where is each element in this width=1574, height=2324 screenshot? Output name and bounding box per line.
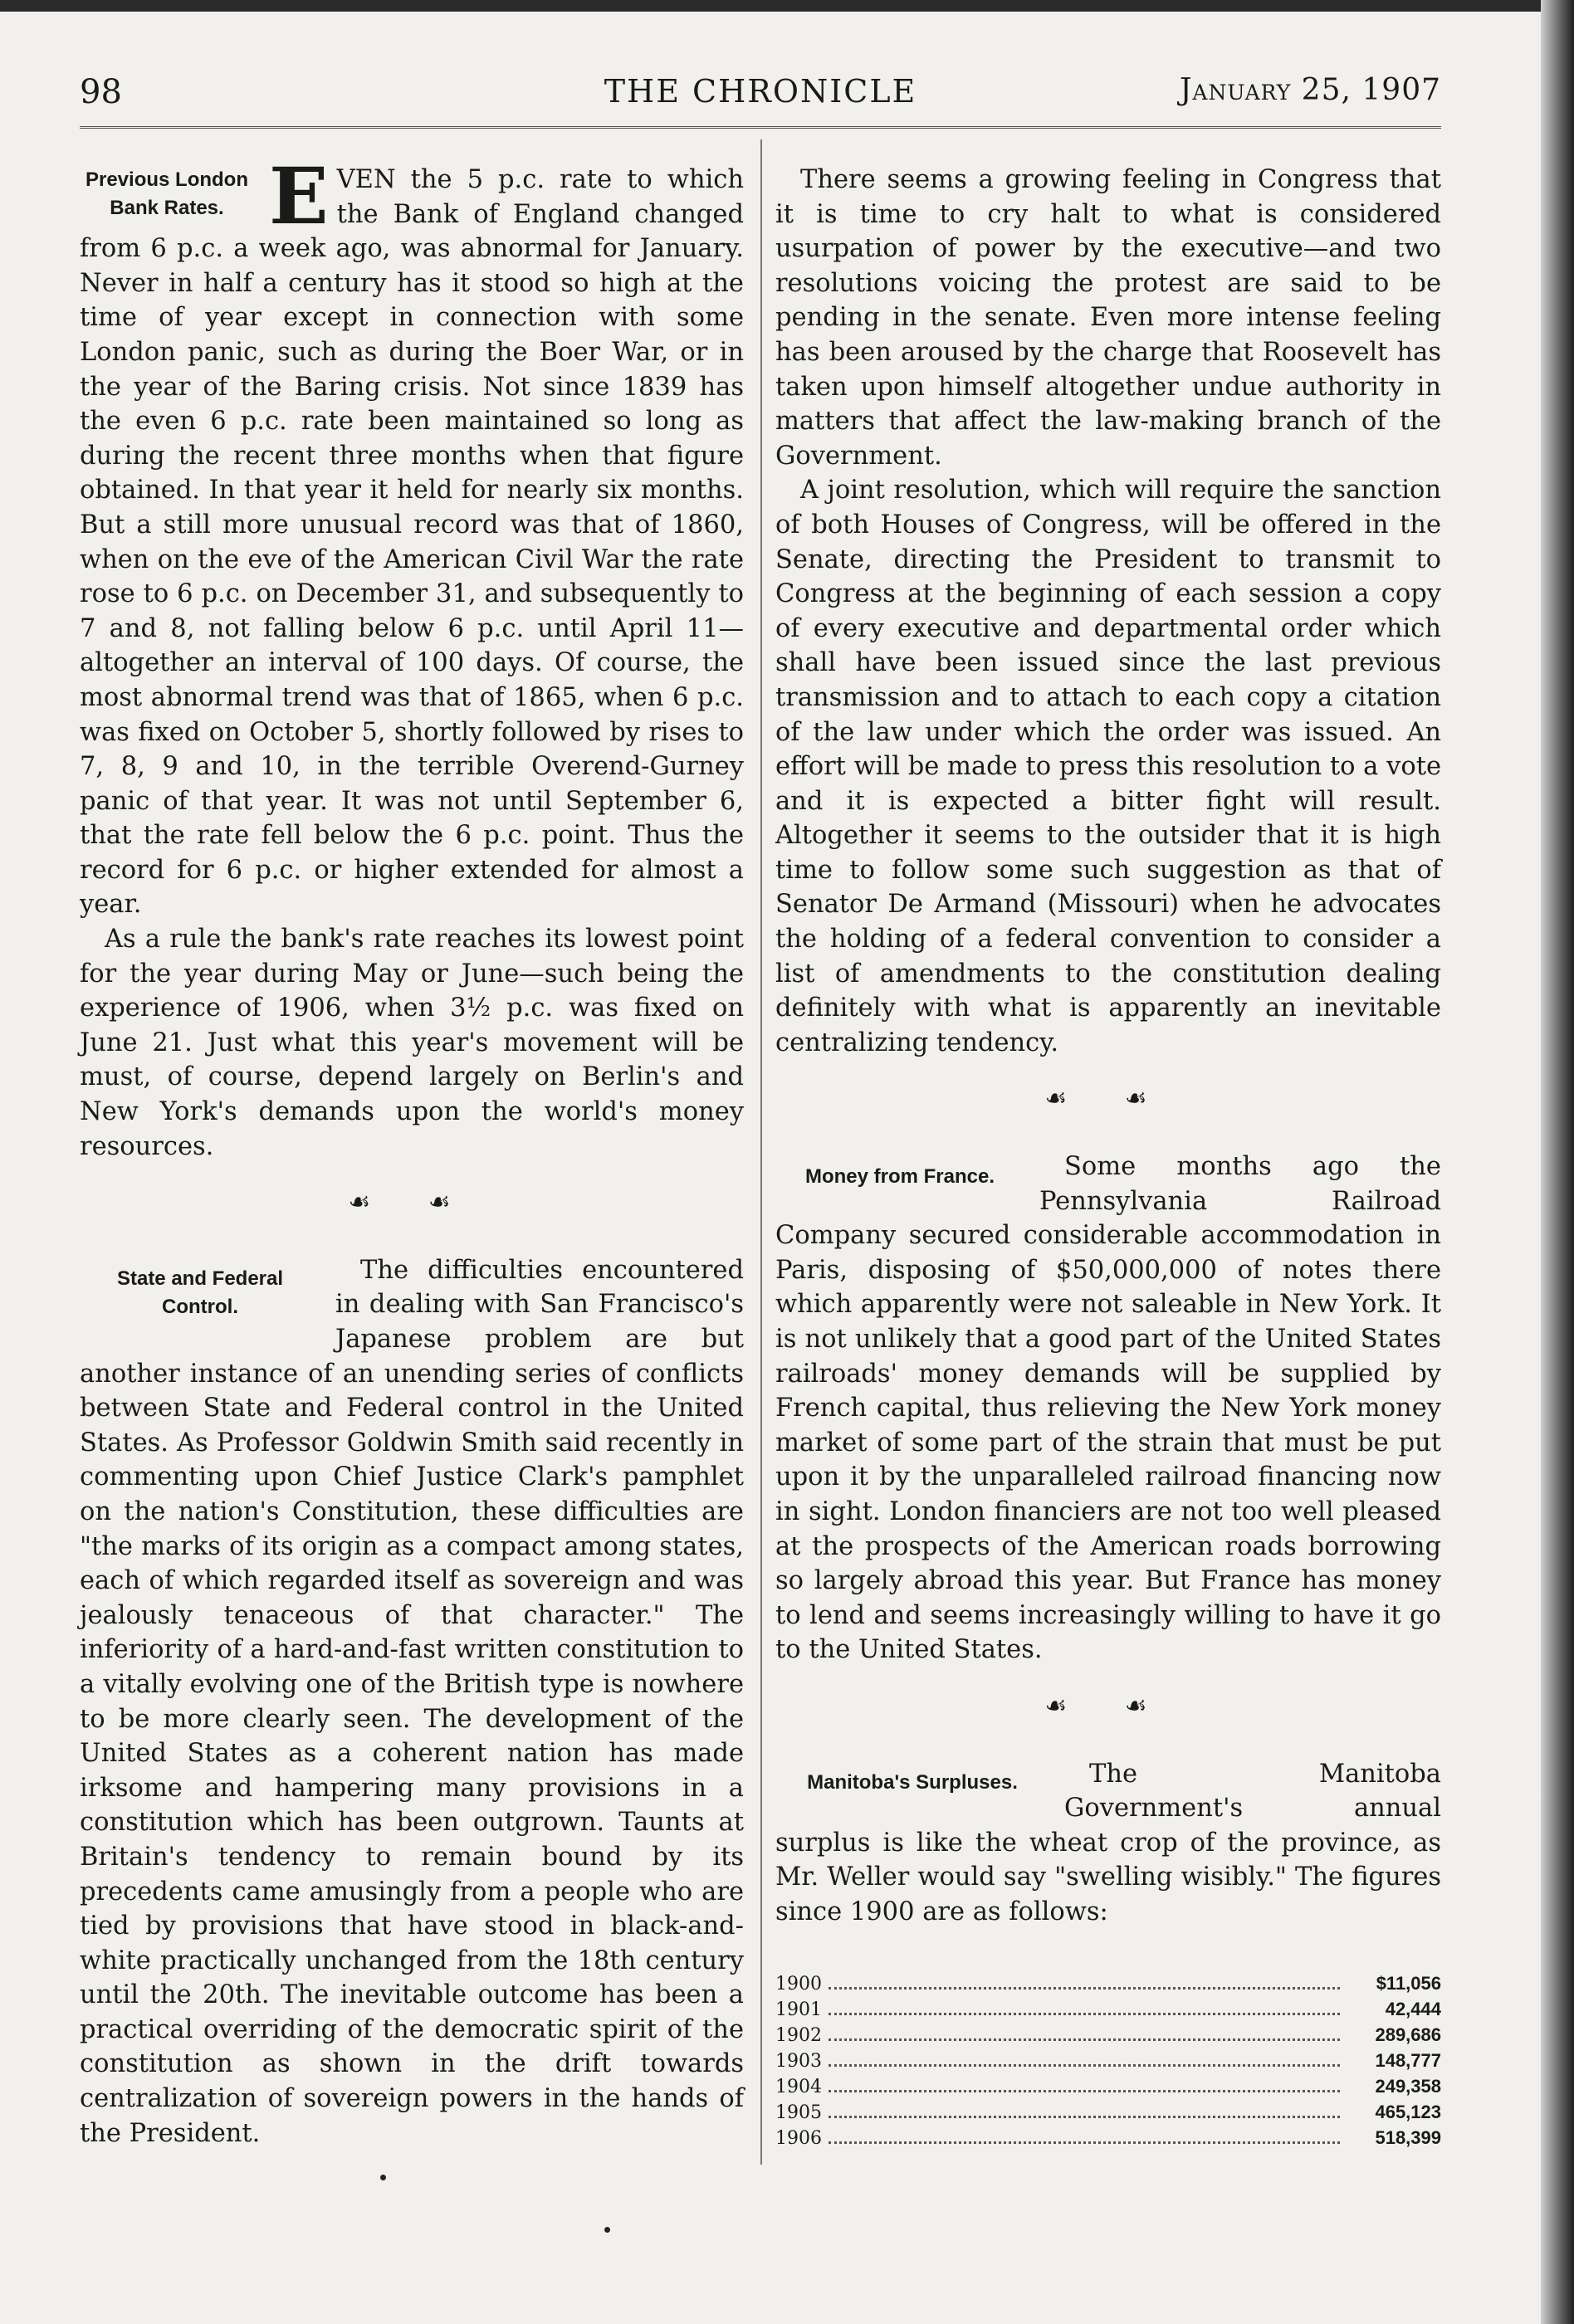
dot-leader (829, 2116, 1340, 2118)
print-speck (380, 2175, 386, 2180)
surplus-year: 1904 (775, 2076, 822, 2097)
dot-leader (829, 2064, 1340, 2067)
dot-leader (829, 2090, 1340, 2092)
section-heading-money-france: Money from France. (804, 1165, 995, 1189)
bank-rates-paragraph-1: VEN the 5 p.c. rate to which the Bank of England changed from 6 p.c. a week ago, was abnormal for January. Never in half a century has it stood so high at the time of year except in connection with some London panic, such as during the Boer War, or in the year of the Baring crisis. Not since 1839 has the even 6 p.c. rate been maintained so long as during the recent three months when that figure obtained. In that year it held for nearly six months. But a still more unusual record was that of 1860, when on the eve of the American Civil War the rate rose to 6 p.c. on December 31, and subsequently to 7 and 8, not falling below 6 p.c. until April 11—altogether an interval of 100 days. Of course, the most abnormal trend was that of 1865, when 6 p.c. was fixed on October 5, shortly followed by rises to 7, 8, 9 and 10, in the terrible Overend-Gurney panic of that year. It was not until September 6, that the rate fell below the 6 p.c. point. Thus the record for 6 p.c. or higher extended for almost a year. (80, 165, 744, 920)
surplus-row (775, 2126, 1441, 2151)
surplus-row (775, 1971, 1441, 1997)
left-column (80, 151, 744, 2151)
state-federal-paragraph-3: A joint resolution, which will require the sanction of both Houses of Congress, will be offered in the Senate, directing the President to transmit to Congress at the beginning of each session a copy of every executive and departmental order which shall have been issued since the last previous transmission and to attach to each copy a citation of the law under which the order was issued. An effort will be made to press this resolution to a vote and it is expected a bitter fight will result. Altogether it seems to the outsider that it is high time to follow some such suggestion as that of Senator De Armand (Missouri) when he advocates the holding of a federal convention to consider a list of amendments to the constitution dealing definitely with what is apparently an inevitable centralizing tendency. (775, 476, 1441, 1057)
page-header (80, 73, 1441, 115)
money-france-paragraph: Some months ago the Pennsylvania Railroad Company secured considerable accommodation in Paris, disposing of $50,000,000 of notes there which apparently were not saleable in New York. It is not unlikely that a good part of the United States railroads' money demands will be supplied by French capital, thus relieving the New York money market of some part of the strain that must be put upon it by the unparalleled railroad financing now in sight. London financiers are not too well pleased at the prospects of the American roads borrowing so largely abroad this year. But France has money to lend and seems increasingly willing to have it go to the United States. (775, 1152, 1441, 1665)
surplus-year: 1906 (775, 2127, 822, 2149)
surplus-value: 148,777 (1375, 2049, 1441, 2071)
scan-edge-right (1541, 0, 1574, 2324)
surplus-row (775, 2048, 1441, 2074)
manitoba-paragraph: The Manitoba Government's annual surplus is like the wheat crop of the province, as Mr. Weller would say "swelling wisibly." The figures since 1900 are as follows: (775, 1759, 1441, 1926)
scan-edge-top (0, 0, 1574, 12)
page-number: 98 (80, 73, 122, 111)
surplus-row (775, 2074, 1441, 2100)
dot-leader (829, 1987, 1340, 1990)
surplus-row (775, 2023, 1441, 2048)
issue-date: January 25, 1907 (1179, 73, 1441, 107)
section-ornament: ☙ ☙ (1044, 1084, 1172, 1114)
drop-cap: E (269, 151, 329, 242)
surplus-year: 1903 (775, 2050, 822, 2072)
surplus-year: 1900 (775, 1973, 822, 1994)
dot-leader (829, 2141, 1340, 2144)
right-column (775, 163, 1441, 2151)
section-heading-bank-rates: Previous London Bank Rates. (85, 168, 248, 219)
surplus-row (775, 2100, 1441, 2126)
surplus-table (775, 1971, 1441, 2151)
header-rule (80, 126, 1441, 129)
surplus-value: 289,686 (1375, 2024, 1441, 2045)
section-ornament: ☙ ☙ (1044, 1691, 1172, 1721)
surplus-year: 1901 (775, 1999, 822, 2020)
surplus-value: 465,123 (1375, 2101, 1441, 2122)
print-speck (604, 2227, 610, 2233)
dot-leader (829, 2013, 1340, 2015)
surplus-year: 1905 (775, 2102, 822, 2123)
publication-title: THE CHRONICLE (604, 73, 917, 110)
surplus-value: 249,358 (1375, 2075, 1441, 2097)
state-federal-paragraph-1: The difficulties encountered in dealing with San Francisco's Japanese problem are but another instance of an unending series of conflicts between State and Federal control in the United States. As Professor Goldwin Smith said recently in commenting upon Chief Justice Clark's pamphlet on the nation's Constitution, these difficulties are "the marks of its origin as a compact among states, each of which regarded itself as sovereign and was jealously tenaceous of that character." The inferiority of a hard-and-fast written constitution to a vitally evolving one of the British type is nowhere to be more clearly seen. The development of the United States as a coherent nation has made irksome and hampering many provisions in a constitution which has been outgrown. Taunts at Britain's tendency to remain bound by its precedents came amusingly from a people who are tied by provisions that have stood in black-and-white practically unchanged from the 18th century until the 20th. The inevitable outcome has been a practical overriding of the democratic spirit of the constitution as shown in the drift towards centralization of sovereign powers in the hands of the President. (80, 1255, 744, 2148)
surplus-value: 42,444 (1385, 1998, 1441, 2019)
state-federal-paragraph-2: There seems a growing feeling in Congress that it is time to cry halt to what is considered usurpation of power by the executive—and two resolutions voicing the protest are said to be pending in the senate. Even more intense feeling has been aroused by the charge that Roosevelt has taken upon himself altogether undue authority in matters that affect the law-making branch of the Government. (775, 165, 1441, 471)
section-ornament: ☙ ☙ (348, 1188, 476, 1218)
surplus-value: $11,056 (1376, 1972, 1441, 1994)
section-heading-state-federal: State and Federal Control. (116, 1267, 284, 1318)
surplus-year: 1902 (775, 2024, 822, 2046)
surplus-row (775, 1997, 1441, 2023)
section-heading-manitoba: Manitoba's Surpluses. (807, 1770, 1018, 1794)
bank-rates-paragraph-2: As a rule the bank's rate reaches its lowest point for the year during May or June—such being the experience of 1906, when 3½ p.c. was fixed on June 21. Just what this year's movement will be must, of course, depend largely on Berlin's and New York's demands upon the world's money resources. (80, 925, 744, 1161)
surplus-value: 518,399 (1375, 2126, 1441, 2148)
column-divider (760, 139, 762, 2165)
dot-leader (829, 2038, 1340, 2041)
